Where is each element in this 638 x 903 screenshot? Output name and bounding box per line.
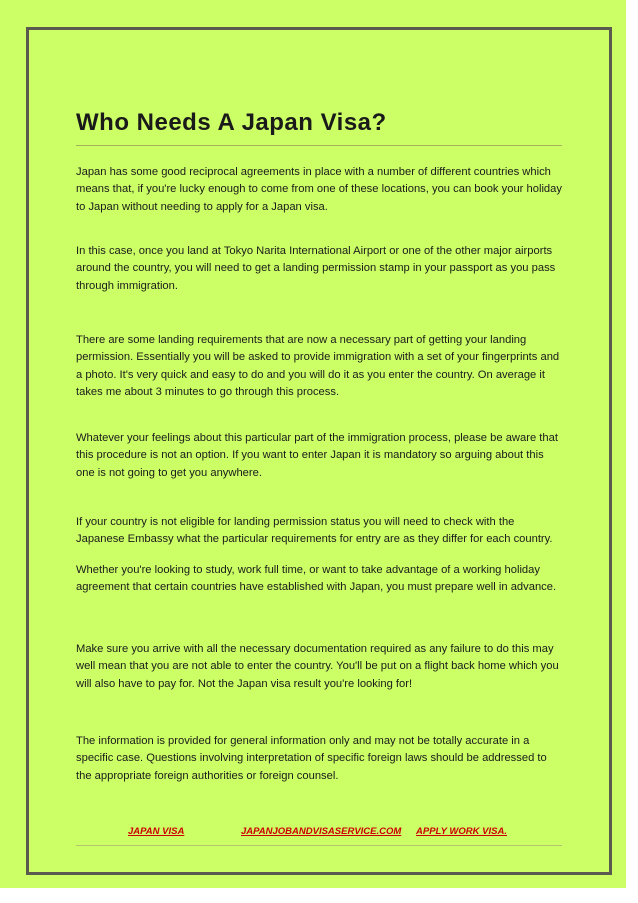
paragraph-mandatory-procedure: Whatever your feelings about this particular part of the immigration process, please be aware that this procedure is not an option. If you want to enter Japan it is mandatory so arguing about this one is not going to get you anywhere. [76, 432, 558, 479]
paragraph-landing-requirements: There are some landing requirements that are now a necessary part of getting your landing permission. Essentially you will be asked to provide immigration with a set of your fingerprints and a photo. It's very quick and easy to do and you will do it as you enter the country. On average it takes me about 3 minutes to go through this process. [76, 334, 560, 399]
paragraph-embassy-requirements: If your country is not eligible for landing permission status you will need to check with the Japanese Embassy what the particular requirements for entry are as they differ for each country. [76, 516, 553, 546]
footer-link-apply-work-visa[interactable]: APPLY WORK VISA. [416, 826, 507, 837]
bottom-margin [0, 888, 638, 903]
title-divider [76, 145, 562, 146]
paragraph-documentation: Make sure you arrive with all the necessary documentation required as any failure to do this may well mean that you are not able to enter the country. You'll be put on a flight back home which you will also have to pay for. Not the Japan visa result you're looking for! [76, 643, 559, 690]
paragraph-disclaimer: The information is provided for general information only and may not be totally accurate in a specific case. Questions involving interpretation of specific foreign laws should be addressed to the appropriate foreign authorities or foreign counsel. [76, 735, 547, 782]
paragraph-landing-permission: In this case, once you land at Tokyo Narita International Airport or one of the other major airports around the country, you will need to get a landing permission stamp in your passport as you pass through immigration. [76, 245, 556, 292]
footer-divider [76, 845, 562, 846]
page-title: Who Needs A Japan Visa? [76, 109, 387, 136]
paragraph-reciprocal-agreements: Japan has some good reciprocal agreements in place with a number of different countries which means that, if you're lucky enough to come from one of these locations, you can book your holiday to Japan without needing to apply for a Japan visa. [76, 166, 562, 213]
right-margin [626, 0, 638, 903]
footer-link-japan-visa[interactable]: JAPAN VISA [128, 826, 185, 837]
footer-link-website[interactable]: JAPANJOBANDVISASERVICE.COM [241, 826, 402, 837]
paragraph-prepare-in-advance: Whether you're looking to study, work full time, or want to take advantage of a working holiday agreement that certain countries have established with Japan, you must prepare well in advance. [76, 564, 557, 594]
